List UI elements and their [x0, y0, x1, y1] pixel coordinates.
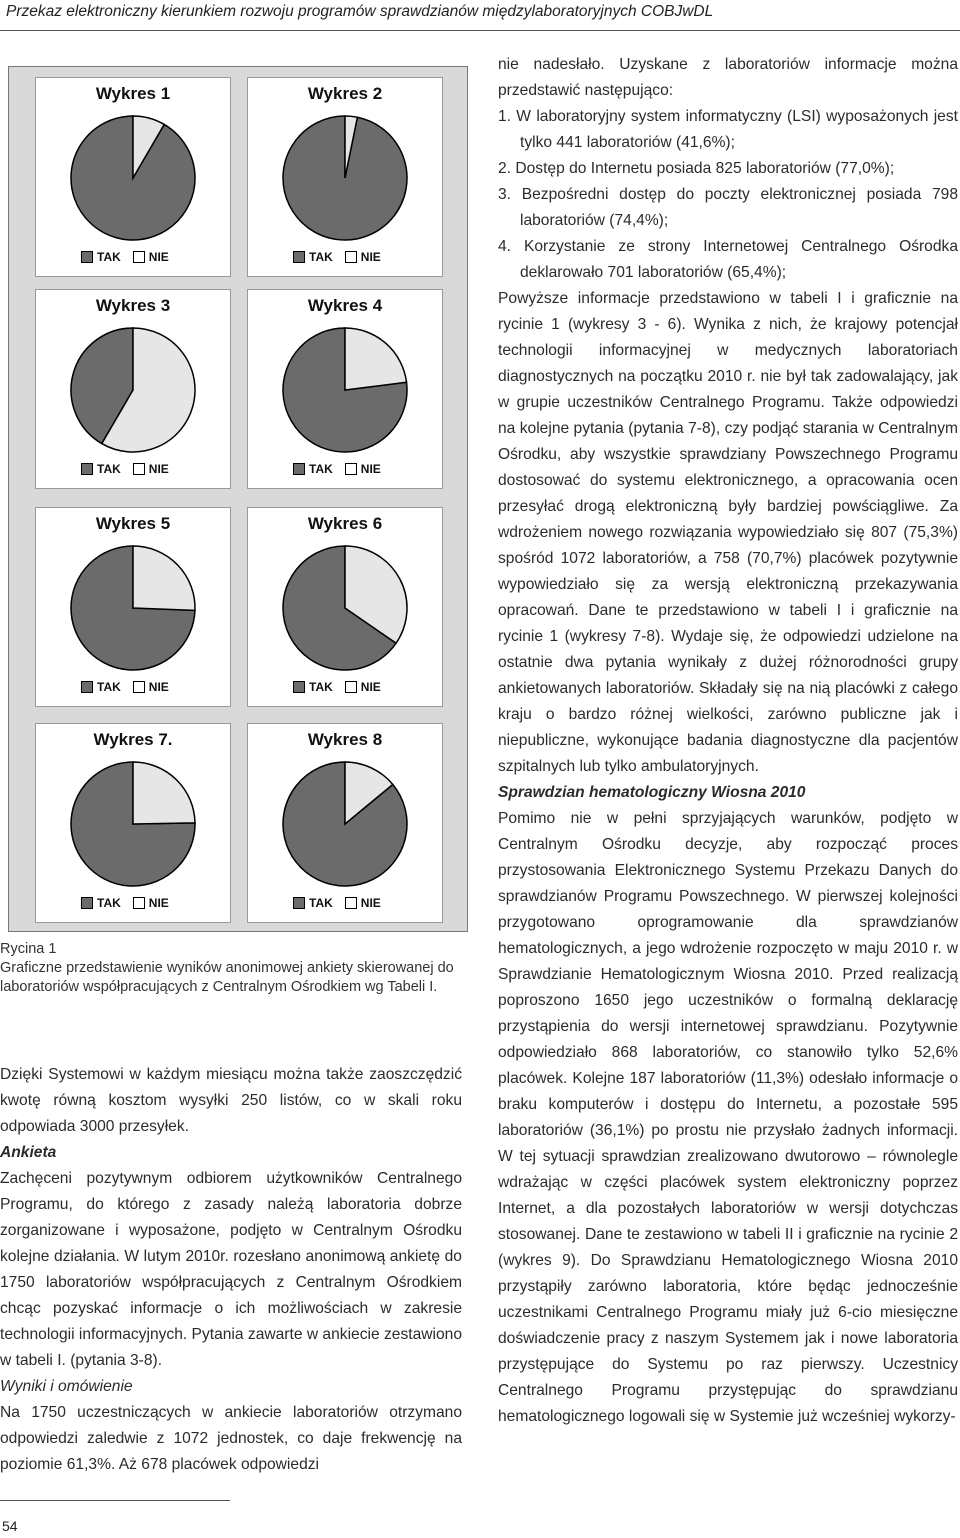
chart-panel-2 [247, 77, 443, 277]
pie-chart-1 [49, 108, 217, 248]
list-item: 4. Korzystanie ze strony Internetowej Centralnego Ośrodka deklarowało 701 laboratoriów (65,4%); [498, 238, 958, 281]
legend-label-nie: NIE [360, 462, 381, 476]
pie-slice-nie [133, 546, 195, 610]
list-item: 3. Bezpośredni dostęp do poczty elektronicznej posiada 798 laboratoriów (74,4%); [498, 186, 958, 229]
chart-panel-3 [35, 289, 231, 489]
footer-rule [0, 1500, 230, 1501]
chart-legend [81, 896, 177, 910]
legend-label-tak: TAK [309, 462, 333, 476]
pie-slice-nie [345, 328, 407, 390]
chart-panel-1 [35, 77, 231, 277]
chart-legend [293, 680, 389, 694]
legend-label-nie: NIE [148, 250, 169, 264]
chart-panel-8 [247, 723, 443, 923]
paragraph: Pomimo nie w pełni sprzyjających warunków, podjęto w Centralnym Ośrodku decyzje, aby rozpocząć proces przystosowania Elektronicznego Systemu Przekazu Danych do sprawdzianów Programu Powszechnego. W pierwszej kolejności przygotowano oprogramowanie dla sprawdzianów hematologicznych, a jego wdrożenie rozpoczęto w maju 2010 r. w Sprawdzianie Hematologicznym Wiosna 2010. Przed realizacją poproszono 1650 jego uczestników o formalną deklarację przystąpienia do wersji internetowej sprawdzianu. Pozytywnie odpowiedziało 868 laboratoriów, co stanowiło tylko 52,6% placówek. Kolejne 187 laboratoriów (11,3%) odesłało informacje o braku komputerów i dostępu do Internetu, a pozostałe 595 laboratoriów (36,1%) po prostu nie przysłało żadnych informacji. W tej sytuacji sprawdzian zrealizowano dwutorowo – równolegle wdrażając w części placówek system elektroniczny poprzez Internet, a dla pozostałych laboratoriów w wersji dotychczas stosowanej. Dane te zestawiono w tabeli II i graficznie na rycinie 2 (wykres 9). Do Sprawdzianu Hematologicznego Wiosna 2010 przystąpiły zarówno laboratoria, które będąc jednocześnie uczestnikami Centralnego Programu miały już 6-cio miesięczne doświadczenie pracy z naszym Systemem jak i nowe laboratoria przystępujące do Systemu po raz pierwszy. Uczestnicy Centralnego Programu przystępując do sprawdzianu hematologicznego logowali się w Systemie już wcześniej wykorzy- [498, 810, 958, 1425]
legend-label-tak: TAK [309, 250, 333, 264]
chart-title: Wykres 8 [307, 730, 383, 749]
caption-text: Graficzne przedstawienie wyników anonimowej ankiety skierowanej do laboratoriów współpracujących z Centralnym Ośrodkiem wg Tabeli I. [0, 960, 454, 995]
chart-title: Wykres 3 [95, 296, 171, 315]
legend-label-nie: NIE [148, 462, 169, 476]
running-header [0, 0, 960, 32]
chart-panel-5 [35, 507, 231, 707]
legend-swatch-tak [81, 251, 93, 263]
legend-swatch-tak [81, 897, 93, 909]
paragraph: Dzięki Systemowi w każdym miesiącu można także zaoszczędzić kwotę równą kosztom wysyłki 250 listów, co w skali roku odpowiada 3000 przesyłek. [0, 1066, 462, 1135]
header-title: Przekaz elektroniczny kierunkiem rozwoju programów sprawdzianów międzylaboratoryjnych COBJwDL [6, 3, 714, 20]
pie-chart-6 [261, 538, 429, 678]
pie-chart-2 [261, 108, 429, 248]
legend-label-tak: TAK [97, 680, 121, 694]
list-item: 1. W laboratoryjny system informatyczny (LSI) wyposażonych jest tylko 441 laboratoriów (41,6%); [498, 108, 958, 151]
section-heading-ankieta: Ankieta [0, 1144, 57, 1161]
chart-title: Wykres 7. [93, 730, 173, 749]
chart-title: Wykres 6 [307, 514, 383, 533]
figure-pie-charts [8, 66, 468, 932]
chart-legend [81, 680, 177, 694]
legend-label-tak: TAK [309, 680, 333, 694]
section-heading-sprawdzian: Sprawdzian hematologiczny Wiosna 2010 [498, 784, 806, 801]
paragraph: Powyższe informacje przedstawiono w tabeli I i graficznie na rycinie 1 (wykresy 3 - 6). Wynika z nich, że krajowy potencjał technologii informacyjnej w medycznych laboratoriach diagnostycznych na początku 2010 r. nie był tak zadowalający, jak w grupie uczestników Centralnego Programu. Także odpowiedzi na kolejne pytania (pytania 7-8), czy podjąć starania w Centralnym Ośrodku, aby wszystkie sprawdziany Powszechnego Programu dostosować do systemu elektronicznego, a opracowania ocen przesyłać drogą elektroniczną były bardziej powściągliwe. Za wdrożeniem nowego rozwiązania wypowiedziało się 807 (75,3%) spośród 1072 laboratoriów, a 758 (70,7%) placówek pozytywnie wypowiedziało się za wersją elektroniczną przekazywania opracowań. Dane te przedstawiono w tabeli I i graficznie na rycinie 1 (wykresy 7-8). Wydaje się, że odpowiedzi udzielone na ostatnie dwa pytania wynikały z dużej różnorodności grupy ankietowanych laboratoriów. Składały się na nią placówki z całego kraju o bardzo różnej wielkości, zarówno publiczne jak i niepubliczne, wykonujące badania diagnostyczne dla pacjentów szpitalnych lub tylko ambulatoryjnych. [498, 290, 958, 775]
left-column [0, 1062, 462, 1478]
header-rule [0, 30, 960, 31]
list-item: 2. Dostęp do Internetu posiada 825 laboratoriów (77,0%); [498, 160, 895, 177]
figure-caption [0, 940, 468, 997]
legend-swatch-nie [133, 463, 145, 475]
caption-label: Rycina 1 [0, 941, 57, 957]
chart-title: Wykres 2 [307, 84, 383, 103]
chart-panel-6 [247, 507, 443, 707]
legend-label-nie: NIE [148, 896, 169, 910]
legend-swatch-nie [345, 463, 357, 475]
pie-chart-7 [49, 754, 217, 894]
pie-chart-5 [49, 538, 217, 678]
legend-label-nie: NIE [360, 250, 381, 264]
chart-legend [293, 896, 389, 910]
page-number: 54 [2, 1518, 18, 1534]
pie-slice-nie [133, 762, 195, 824]
legend-swatch-nie [133, 897, 145, 909]
chart-legend [293, 462, 389, 476]
chart-title: Wykres 4 [307, 296, 383, 315]
legend-swatch-nie [345, 681, 357, 693]
legend-swatch-nie [345, 251, 357, 263]
chart-legend [81, 462, 177, 476]
legend-swatch-tak [293, 681, 305, 693]
paragraph: nie nadesłało. Uzyskane z laboratoriów informacje można przedstawić następująco: [498, 56, 958, 99]
right-column [498, 52, 958, 1430]
chart-legend [81, 250, 177, 264]
legend-swatch-tak [81, 681, 93, 693]
chart-legend [293, 250, 389, 264]
paragraph: Na 1750 uczestniczących w ankiecie laboratoriów otrzymano odpowiedzi zaledwie z 1072 jednostek, co daje frekwencję na poziomie 61,3%. Aż 678 placówek odpowiedzi [0, 1404, 462, 1473]
pie-chart-4 [261, 320, 429, 460]
chart-title: Wykres 5 [95, 514, 171, 533]
chart-panel-4 [247, 289, 443, 489]
legend-label-tak: TAK [97, 896, 121, 910]
legend-swatch-nie [133, 681, 145, 693]
legend-label-nie: NIE [360, 680, 381, 694]
legend-label-tak: TAK [97, 250, 121, 264]
legend-swatch-tak [293, 463, 305, 475]
legend-swatch-nie [345, 897, 357, 909]
legend-swatch-tak [81, 463, 93, 475]
legend-label-tak: TAK [97, 462, 121, 476]
legend-label-tak: TAK [309, 896, 333, 910]
chart-title: Wykres 1 [95, 84, 171, 103]
legend-swatch-tak [293, 897, 305, 909]
legend-swatch-tak [293, 251, 305, 263]
paragraph: Zachęceni pozytywnym odbiorem użytkowników Centralnego Programu, do którego z zasady należą laboratoria dobrze zorganizowane i wyposażone, podjęto w Centralnym Ośrodku kolejne działania. W lutym 2010r. rozesłano anonimową ankietę do 1750 laboratoriów współpracujących z Centralnym Ośrodkiem chcąc pozyskać informacje o ich możliwościach w zakresie technologii informacyjnych. Pytania zawarte w ankiecie zestawiono w tabeli I. (pytania 3-8). [0, 1170, 462, 1369]
chart-panel-7 [35, 723, 231, 923]
legend-swatch-nie [133, 251, 145, 263]
pie-chart-3 [49, 320, 217, 460]
section-heading-wyniki: Wyniki i omówienie [0, 1378, 133, 1395]
legend-label-nie: NIE [148, 680, 169, 694]
legend-label-nie: NIE [360, 896, 381, 910]
pie-chart-8 [261, 754, 429, 894]
